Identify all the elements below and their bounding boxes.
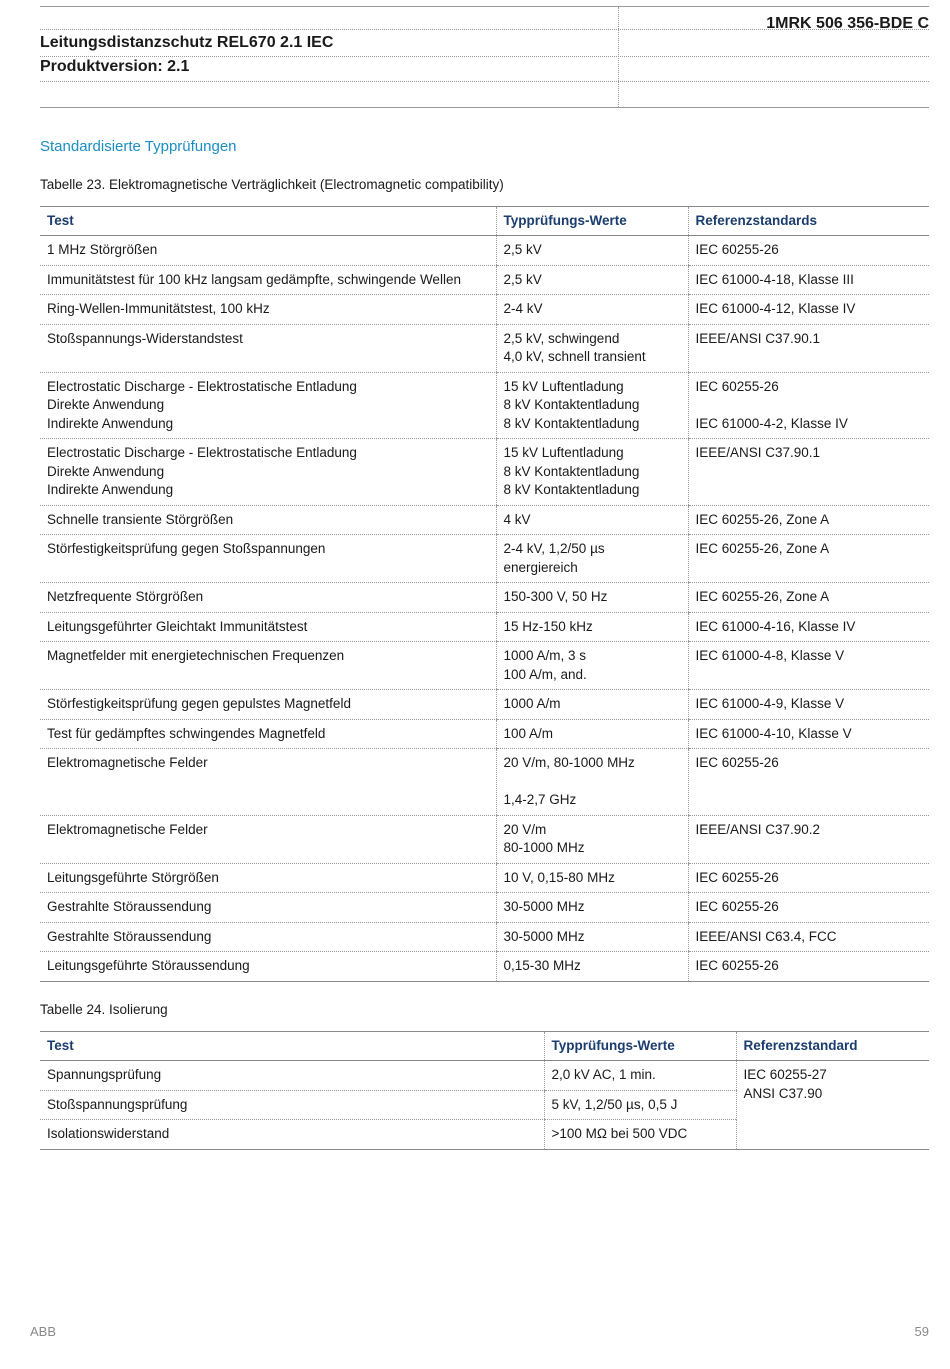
table-cell: 1000 A/m, 3 s 100 A/m, and. xyxy=(496,642,688,690)
table-cell: IEC 60255-26, Zone A xyxy=(688,535,929,583)
table-cell: 5 kV, 1,2/50 µs, 0,5 J xyxy=(544,1090,736,1120)
footer-brand: ABB xyxy=(30,1324,57,1339)
table-cell: 20 V/m, 80-1000 MHz 1,4-2,7 GHz xyxy=(496,749,688,816)
table-cell: 1 MHz Störgrößen xyxy=(40,236,496,266)
table-cell: Electrostatic Discharge - Elektrostatische Entladung Direkte Anwendung Indirekte Anwendung xyxy=(40,372,496,439)
column-header: Referenzstandard xyxy=(736,1032,929,1061)
table-row xyxy=(40,893,929,923)
table-row xyxy=(40,505,929,535)
column-header: Referenzstandards xyxy=(688,207,929,236)
column-header: Typprüfungs-Werte xyxy=(544,1032,736,1061)
table-cell: Test für gedämpftes schwingendes Magnetfeld xyxy=(40,719,496,749)
insulation-table xyxy=(40,1031,929,1150)
table-cell: IEC 61000-4-16, Klasse IV xyxy=(688,612,929,642)
table-cell: Magnetfelder mit energietechnischen Frequenzen xyxy=(40,642,496,690)
table-row xyxy=(40,1061,929,1091)
table-cell: 2,5 kV, schwingend 4,0 kV, schnell transient xyxy=(496,324,688,372)
table-cell: 15 kV Luftentladung 8 kV Kontaktentladung 8 kV Kontaktentladung xyxy=(496,372,688,439)
table-cell: Störfestigkeitsprüfung gegen gepulstes Magnetfeld xyxy=(40,690,496,720)
table-row xyxy=(40,690,929,720)
table-cell: 2,5 kV xyxy=(496,236,688,266)
table-row xyxy=(40,612,929,642)
table-header-row xyxy=(40,207,929,236)
table-row xyxy=(40,952,929,982)
table-cell: Netzfrequente Störgrößen xyxy=(40,583,496,613)
reference-standard-cell: IEC 60255-27 ANSI C37.90 xyxy=(736,1061,929,1150)
table-cell: Leitungsgeführte Störgrößen xyxy=(40,863,496,893)
table-cell: 100 A/m xyxy=(496,719,688,749)
table-row xyxy=(40,815,929,863)
table-cell: 15 kV Luftentladung 8 kV Kontaktentladung 8 kV Kontaktentladung xyxy=(496,439,688,506)
table-cell: IEC 60255-26 xyxy=(688,952,929,982)
table-row xyxy=(40,265,929,295)
table-cell: 0,15-30 MHz xyxy=(496,952,688,982)
table-cell: Elektromagnetische Felder xyxy=(40,749,496,816)
table-cell: Stoßspannungsprüfung xyxy=(40,1090,544,1120)
table-cell: 1000 A/m xyxy=(496,690,688,720)
table-cell: IEEE/ANSI C37.90.1 xyxy=(688,439,929,506)
table-cell: Störfestigkeitsprüfung gegen Stoßspannungen xyxy=(40,535,496,583)
document-title: Leitungsdistanzschutz REL670 2.1 IEC xyxy=(40,34,334,51)
table-caption: Tabelle 24. Isolierung xyxy=(40,1002,168,1017)
table-row xyxy=(40,863,929,893)
table-row xyxy=(40,535,929,583)
table-cell: Electrostatic Discharge - Elektrostatische Entladung Direkte Anwendung Indirekte Anwendung xyxy=(40,439,496,506)
table-cell: IEC 60255-26 xyxy=(688,863,929,893)
table-row xyxy=(40,439,929,506)
table-cell: Gestrahlte Störaussendung xyxy=(40,922,496,952)
table-cell: 2-4 kV xyxy=(496,295,688,325)
document-number: 1MRK 506 356-BDE C xyxy=(766,15,929,32)
table-cell: 2,5 kV xyxy=(496,265,688,295)
header-divider xyxy=(618,7,619,107)
table-row xyxy=(40,719,929,749)
table-cell: IEEE/ANSI C63.4, FCC xyxy=(688,922,929,952)
table-cell: 15 Hz-150 kHz xyxy=(496,612,688,642)
table-cell: >100 MΩ bei 500 VDC xyxy=(544,1120,736,1150)
product-version: Produktversion: 2.1 xyxy=(40,58,190,75)
table-cell: Gestrahlte Störaussendung xyxy=(40,893,496,923)
table-cell: 30-5000 MHz xyxy=(496,922,688,952)
table-cell: Elektromagnetische Felder xyxy=(40,815,496,863)
table-cell: IEC 61000-4-8, Klasse V xyxy=(688,642,929,690)
section-title: Standardisierte Typprüfungen xyxy=(40,138,237,155)
table-cell: Ring-Wellen-Immunitätstest, 100 kHz xyxy=(40,295,496,325)
table-row xyxy=(40,749,929,816)
table-row xyxy=(40,922,929,952)
table-cell: 150-300 V, 50 Hz xyxy=(496,583,688,613)
table-header-row xyxy=(40,1032,929,1061)
emc-table xyxy=(40,206,929,982)
page-number: 59 xyxy=(914,1324,929,1339)
table-cell: 20 V/m 80-1000 MHz xyxy=(496,815,688,863)
page-header xyxy=(40,6,929,108)
table-cell: Immunitätstest für 100 kHz langsam gedämpfte, schwingende Wellen xyxy=(40,265,496,295)
table-row xyxy=(40,236,929,266)
table-cell: IEEE/ANSI C37.90.2 xyxy=(688,815,929,863)
table-cell: IEC 61000-4-12, Klasse IV xyxy=(688,295,929,325)
column-header: Test xyxy=(40,1032,544,1061)
table-cell: Isolationswiderstand xyxy=(40,1120,544,1150)
table-cell: 4 kV xyxy=(496,505,688,535)
table-row xyxy=(40,642,929,690)
table-cell: IEEE/ANSI C37.90.1 xyxy=(688,324,929,372)
table-cell: 10 V, 0,15-80 MHz xyxy=(496,863,688,893)
table-cell: IEC 60255-26 xyxy=(688,893,929,923)
column-header: Test xyxy=(40,207,496,236)
table-cell: Stoßspannungs-Widerstandstest xyxy=(40,324,496,372)
table-cell: IEC 60255-26 xyxy=(688,749,929,816)
table-row xyxy=(40,295,929,325)
table-cell: IEC 61000-4-10, Klasse V xyxy=(688,719,929,749)
table-cell: 2-4 kV, 1,2/50 µs energiereich xyxy=(496,535,688,583)
table-row xyxy=(40,583,929,613)
table-cell: IEC 61000-4-9, Klasse V xyxy=(688,690,929,720)
table-caption: Tabelle 23. Elektromagnetische Verträglichkeit (Electromagnetic compatibility) xyxy=(40,177,504,192)
table-cell: IEC 60255-26, Zone A xyxy=(688,583,929,613)
table-cell: IEC 60255-26 IEC 61000-4-2, Klasse IV xyxy=(688,372,929,439)
table-cell: IEC 60255-26, Zone A xyxy=(688,505,929,535)
table-row xyxy=(40,372,929,439)
table-cell: Schnelle transiente Störgrößen xyxy=(40,505,496,535)
table-cell: 2,0 kV AC, 1 min. xyxy=(544,1061,736,1091)
header-rule xyxy=(40,81,929,82)
header-rule xyxy=(40,56,929,57)
table-cell: IEC 61000-4-18, Klasse III xyxy=(688,265,929,295)
table-cell: Leitungsgeführter Gleichtakt Immunitätstest xyxy=(40,612,496,642)
table-cell: 30-5000 MHz xyxy=(496,893,688,923)
table-cell: Spannungsprüfung xyxy=(40,1061,544,1091)
table-row xyxy=(40,324,929,372)
column-header: Typprüfungs-Werte xyxy=(496,207,688,236)
table-cell: IEC 60255-26 xyxy=(688,236,929,266)
table-cell: Leitungsgeführte Störaussendung xyxy=(40,952,496,982)
